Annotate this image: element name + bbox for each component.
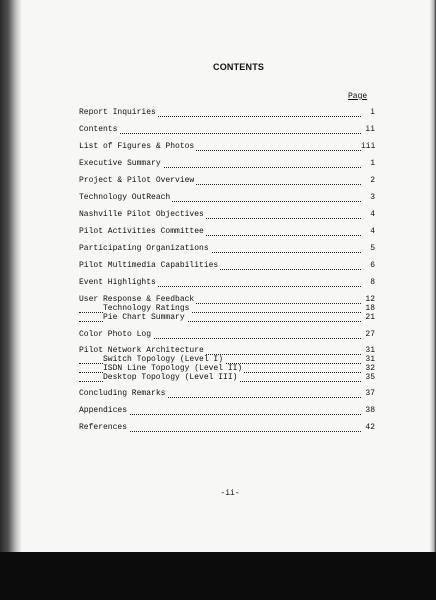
toc-entry: Nashville Pilot Objectives 4 xyxy=(79,210,375,219)
paper-sheet xyxy=(21,0,436,552)
toc-subentry: ISDN Line Topology (Level II) 32 xyxy=(79,364,375,374)
toc-entry: Executive Summary 1 xyxy=(79,159,375,168)
toc-entry: Participating Organizations 5 xyxy=(79,244,375,253)
contents-title: CONTENTS xyxy=(213,62,265,72)
toc-entry: Project & Pilot Overview 2 xyxy=(79,176,375,185)
toc-entry: Contents ii xyxy=(79,125,375,134)
toc-entry: Appendices 38 xyxy=(79,406,375,415)
page-column-header: Page xyxy=(348,92,368,101)
toc-entry: Event Highlights 8 xyxy=(79,278,375,287)
toc-subentry: Pie Chart Summary 21 xyxy=(79,313,375,323)
page-edge xyxy=(430,0,436,552)
toc-subentry: Desktop Topology (Level III) 35 xyxy=(79,373,375,383)
toc-entry: Pilot Network Architecture 31 xyxy=(79,346,375,355)
toc-subentry: Technology Ratings 18 xyxy=(79,304,375,314)
page-number: -ii- xyxy=(220,489,240,498)
binding-shadow xyxy=(0,0,21,552)
toc-entry: Technology OutReach 3 xyxy=(79,193,375,202)
toc-entry: Concluding Remarks 37 xyxy=(79,389,375,398)
toc-entry: Color Photo Log 27 xyxy=(79,330,375,339)
toc-entry: Pilot Activities Committee 4 xyxy=(79,227,375,236)
scanner-bed xyxy=(0,552,436,600)
toc-entry: User Response & Feedback 12 xyxy=(79,295,375,304)
toc-entry: References 42 xyxy=(79,423,375,432)
toc-subentry: Switch Topology (Level I) 31 xyxy=(79,355,375,365)
toc-entry: List of Figures & Photos iii xyxy=(79,142,375,151)
toc-entry: Report Inquiries i xyxy=(79,108,375,117)
toc-entry: Pilot Multimedia Capabilities 6 xyxy=(79,261,375,270)
